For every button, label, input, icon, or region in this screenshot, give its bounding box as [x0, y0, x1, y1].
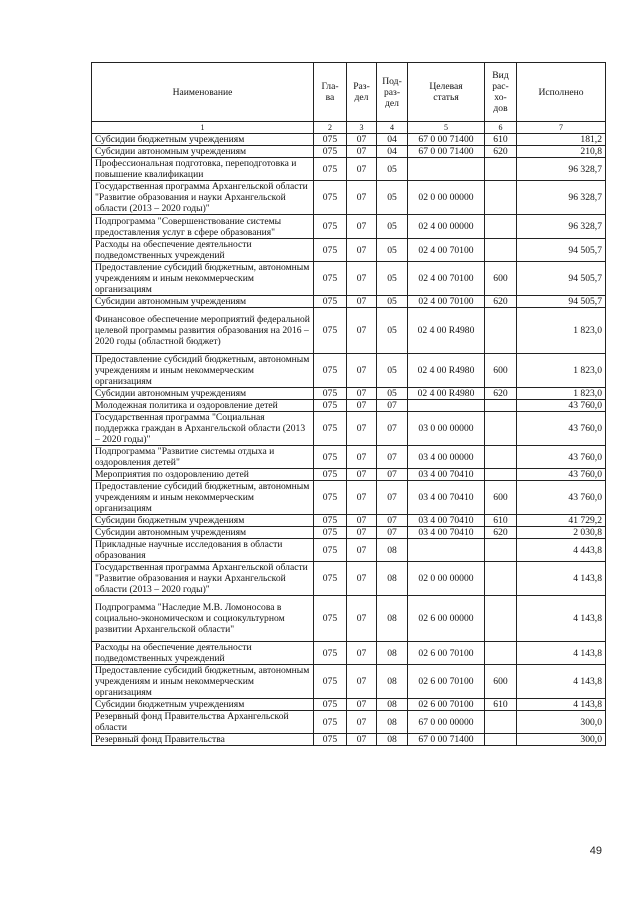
row-razdel: 07	[347, 181, 377, 215]
row-name: Финансовое обеспечение мероприятий федеральной целевой программы развития образования на 2016 – 2020 годы (областной бюджет)	[92, 308, 314, 354]
row-glava: 075	[314, 734, 347, 746]
row-name: Предоставление субсидий бюджетным, автономным учреждениям и иным некоммерческим организациям	[92, 665, 314, 699]
row-name: Подпрограмма "Наследие М.В. Ломоносова в социально-экономическом и социокультурном развитии Архангельской области"	[92, 596, 314, 642]
row-ispolneno: 4 143,8	[517, 642, 606, 665]
row-podrazdel: 05	[377, 388, 408, 400]
row-podrazdel: 05	[377, 308, 408, 354]
header-ispolneno: Исполнено	[517, 63, 606, 122]
row-vid	[485, 446, 517, 469]
row-ispolneno: 96 328,7	[517, 158, 606, 181]
row-name: Предоставление субсидий бюджетным, автономным учреждениям и иным некоммерческим организациям	[92, 354, 314, 388]
table-row	[92, 539, 606, 562]
row-vid	[485, 642, 517, 665]
row-name: Резервный фонд Правительства Архангельской области	[92, 711, 314, 734]
table-row	[92, 134, 606, 146]
row-tselevaya: 02 4 00 R4980	[408, 308, 485, 354]
row-glava: 075	[314, 527, 347, 539]
row-razdel: 07	[347, 734, 377, 746]
row-ispolneno: 2 030,8	[517, 527, 606, 539]
table-row	[92, 699, 606, 711]
header-num: 2	[314, 122, 347, 134]
row-vid	[485, 711, 517, 734]
row-glava: 075	[314, 181, 347, 215]
row-name: Резервный фонд Правительства	[92, 734, 314, 746]
row-razdel: 07	[347, 481, 377, 515]
row-ispolneno: 43 760,0	[517, 446, 606, 469]
row-razdel: 07	[347, 146, 377, 158]
row-razdel: 07	[347, 711, 377, 734]
row-podrazdel: 05	[377, 239, 408, 262]
row-ispolneno: 43 760,0	[517, 481, 606, 515]
row-tselevaya: 02 6 00 70100	[408, 642, 485, 665]
row-name: Субсидии бюджетным учреждениям	[92, 515, 314, 527]
row-glava: 075	[314, 481, 347, 515]
row-razdel: 07	[347, 469, 377, 481]
table-row	[92, 665, 606, 699]
row-ispolneno: 181,2	[517, 134, 606, 146]
row-razdel: 07	[347, 642, 377, 665]
row-name: Расходы на обеспечение деятельности подведомственных учреждений	[92, 239, 314, 262]
row-name: Предоставление субсидий бюджетным, автономным учреждениям и иным некоммерческим организациям	[92, 481, 314, 515]
table-row	[92, 354, 606, 388]
row-vid	[485, 412, 517, 446]
row-vid	[485, 158, 517, 181]
row-tselevaya: 03 0 00 00000	[408, 412, 485, 446]
row-glava: 075	[314, 642, 347, 665]
row-ispolneno: 96 328,7	[517, 181, 606, 215]
row-vid	[485, 308, 517, 354]
row-ispolneno: 4 443,8	[517, 539, 606, 562]
table-row	[92, 562, 606, 596]
row-name: Субсидии автономным учреждениям	[92, 527, 314, 539]
row-tselevaya: 67 0 00 71400	[408, 134, 485, 146]
row-podrazdel: 08	[377, 734, 408, 746]
row-glava: 075	[314, 262, 347, 296]
header-num: 4	[377, 122, 408, 134]
row-name: Подпрограмма "Совершенствование системы предоставления услуг в сфере образования"	[92, 215, 314, 239]
table-row	[92, 446, 606, 469]
row-ispolneno: 4 143,8	[517, 699, 606, 711]
row-tselevaya: 02 0 00 00000	[408, 181, 485, 215]
row-razdel: 07	[347, 215, 377, 239]
row-vid: 610	[485, 134, 517, 146]
row-ispolneno: 94 505,7	[517, 262, 606, 296]
row-podrazdel: 08	[377, 562, 408, 596]
table-row	[92, 412, 606, 446]
row-glava: 075	[314, 596, 347, 642]
row-name: Государственная программа Архангельской области "Развитие образования и науки Архангельской области (2013 – 2020 годы)"	[92, 562, 314, 596]
row-ispolneno: 94 505,7	[517, 239, 606, 262]
row-ispolneno: 210,8	[517, 146, 606, 158]
table-row	[92, 469, 606, 481]
table-row	[92, 239, 606, 262]
row-podrazdel: 08	[377, 699, 408, 711]
row-vid: 620	[485, 296, 517, 308]
row-tselevaya	[408, 400, 485, 412]
row-ispolneno: 4 143,8	[517, 665, 606, 699]
table-row	[92, 527, 606, 539]
row-podrazdel: 05	[377, 354, 408, 388]
row-name: Субсидии бюджетным учреждениям	[92, 699, 314, 711]
row-ispolneno: 300,0	[517, 711, 606, 734]
row-podrazdel: 07	[377, 400, 408, 412]
row-name: Молодежная политика и оздоровление детей	[92, 400, 314, 412]
row-vid	[485, 596, 517, 642]
row-tselevaya: 03 4 00 70410	[408, 469, 485, 481]
row-glava: 075	[314, 539, 347, 562]
row-razdel: 07	[347, 562, 377, 596]
table-row	[92, 146, 606, 158]
row-tselevaya: 67 0 00 00000	[408, 711, 485, 734]
row-vid	[485, 239, 517, 262]
row-podrazdel: 08	[377, 539, 408, 562]
table-row	[92, 262, 606, 296]
row-razdel: 07	[347, 665, 377, 699]
table-row	[92, 515, 606, 527]
row-razdel: 07	[347, 400, 377, 412]
row-razdel: 07	[347, 354, 377, 388]
header-name: Наименование	[92, 63, 314, 122]
row-glava: 075	[314, 308, 347, 354]
table-row	[92, 734, 606, 746]
header-num: 3	[347, 122, 377, 134]
row-podrazdel: 05	[377, 296, 408, 308]
row-ispolneno: 94 505,7	[517, 296, 606, 308]
row-podrazdel: 08	[377, 596, 408, 642]
row-glava: 075	[314, 699, 347, 711]
row-vid: 620	[485, 527, 517, 539]
header-glava: Гла- ва	[314, 63, 347, 122]
row-glava: 075	[314, 134, 347, 146]
row-podrazdel: 08	[377, 642, 408, 665]
row-tselevaya: 02 4 00 70100	[408, 239, 485, 262]
row-name: Профессиональная подготовка, переподготовка и повышение квалификации	[92, 158, 314, 181]
row-tselevaya: 03 4 00 70410	[408, 481, 485, 515]
header-num: 5	[408, 122, 485, 134]
row-name: Подпрограмма "Развитие системы отдыха и оздоровления детей"	[92, 446, 314, 469]
row-ispolneno: 1 823,0	[517, 354, 606, 388]
row-glava: 075	[314, 412, 347, 446]
row-tselevaya: 02 4 00 70100	[408, 262, 485, 296]
row-vid: 600	[485, 665, 517, 699]
row-tselevaya: 02 4 00 R4980	[408, 354, 485, 388]
table-row	[92, 215, 606, 239]
row-podrazdel: 07	[377, 446, 408, 469]
row-podrazdel: 07	[377, 412, 408, 446]
row-podrazdel: 05	[377, 262, 408, 296]
row-vid	[485, 562, 517, 596]
row-ispolneno: 41 729,2	[517, 515, 606, 527]
row-vid	[485, 215, 517, 239]
row-razdel: 07	[347, 596, 377, 642]
row-glava: 075	[314, 469, 347, 481]
row-podrazdel: 07	[377, 481, 408, 515]
row-ispolneno: 1 823,0	[517, 308, 606, 354]
row-tselevaya: 02 4 00 70100	[408, 296, 485, 308]
budget-table	[91, 62, 606, 746]
row-razdel: 07	[347, 446, 377, 469]
row-razdel: 07	[347, 134, 377, 146]
row-name: Субсидии бюджетным учреждениям	[92, 134, 314, 146]
row-razdel: 07	[347, 527, 377, 539]
row-vid: 610	[485, 699, 517, 711]
row-tselevaya: 03 4 00 70410	[408, 527, 485, 539]
row-vid	[485, 734, 517, 746]
row-razdel: 07	[347, 539, 377, 562]
row-name: Прикладные научные исследования в области образования	[92, 539, 314, 562]
row-glava: 075	[314, 388, 347, 400]
row-vid	[485, 539, 517, 562]
row-tselevaya	[408, 158, 485, 181]
table-row	[92, 388, 606, 400]
header-num: 7	[517, 122, 606, 134]
row-ispolneno: 1 823,0	[517, 388, 606, 400]
row-podrazdel: 07	[377, 469, 408, 481]
table-row	[92, 642, 606, 665]
row-ispolneno: 43 760,0	[517, 469, 606, 481]
row-razdel: 07	[347, 158, 377, 181]
row-glava: 075	[314, 215, 347, 239]
row-razdel: 07	[347, 515, 377, 527]
row-name: Субсидии автономным учреждениям	[92, 296, 314, 308]
row-ispolneno: 43 760,0	[517, 412, 606, 446]
row-tselevaya: 02 6 00 70100	[408, 699, 485, 711]
row-tselevaya: 02 0 00 00000	[408, 562, 485, 596]
row-vid: 600	[485, 262, 517, 296]
row-glava: 075	[314, 665, 347, 699]
row-razdel: 07	[347, 239, 377, 262]
table-row	[92, 400, 606, 412]
row-podrazdel: 08	[377, 711, 408, 734]
row-tselevaya	[408, 539, 485, 562]
row-podrazdel: 05	[377, 215, 408, 239]
row-podrazdel: 05	[377, 158, 408, 181]
row-glava: 075	[314, 400, 347, 412]
row-name: Предоставление субсидий бюджетным, автономным учреждениям и иным некоммерческим организациям	[92, 262, 314, 296]
page-number: 49	[589, 845, 602, 857]
row-glava: 075	[314, 239, 347, 262]
row-razdel: 07	[347, 296, 377, 308]
row-glava: 075	[314, 296, 347, 308]
row-razdel: 07	[347, 308, 377, 354]
row-podrazdel: 07	[377, 515, 408, 527]
row-tselevaya: 02 6 00 00000	[408, 596, 485, 642]
row-glava: 075	[314, 446, 347, 469]
header-tselevaya: Целевая статья	[408, 63, 485, 122]
row-glava: 075	[314, 562, 347, 596]
table-row	[92, 181, 606, 215]
row-name: Государственная программа Архангельской области "Развитие образования и науки Архангельской области (2013 – 2020 годы)"	[92, 181, 314, 215]
row-name: Мероприятия по оздоровлению детей	[92, 469, 314, 481]
row-vid: 610	[485, 515, 517, 527]
row-tselevaya: 03 4 00 00000	[408, 446, 485, 469]
row-tselevaya: 03 4 00 70410	[408, 515, 485, 527]
table-row	[92, 711, 606, 734]
row-name: Субсидии автономным учреждениям	[92, 146, 314, 158]
table-row	[92, 481, 606, 515]
table-row	[92, 296, 606, 308]
row-glava: 075	[314, 354, 347, 388]
row-glava: 075	[314, 711, 347, 734]
row-podrazdel: 08	[377, 665, 408, 699]
row-tselevaya: 67 0 00 71400	[408, 146, 485, 158]
header-vid: Вид рас- хо- дов	[485, 63, 517, 122]
table-row	[92, 596, 606, 642]
row-vid: 620	[485, 388, 517, 400]
header-num: 6	[485, 122, 517, 134]
table-row	[92, 308, 606, 354]
row-podrazdel: 05	[377, 181, 408, 215]
row-name: Расходы на обеспечение деятельности подведомственных учреждений	[92, 642, 314, 665]
row-tselevaya: 02 6 00 70100	[408, 665, 485, 699]
row-vid: 600	[485, 354, 517, 388]
row-glava: 075	[314, 158, 347, 181]
row-ispolneno: 43 760,0	[517, 400, 606, 412]
row-vid: 600	[485, 481, 517, 515]
row-podrazdel: 04	[377, 134, 408, 146]
row-razdel: 07	[347, 262, 377, 296]
row-name: Государственная программа "Социальная поддержка граждан в Архангельской области (2013 – 2020 годы)"	[92, 412, 314, 446]
row-podrazdel: 04	[377, 146, 408, 158]
header-razdel: Раз- дел	[347, 63, 377, 122]
row-ispolneno: 4 143,8	[517, 596, 606, 642]
row-ispolneno: 96 328,7	[517, 215, 606, 239]
row-glava: 075	[314, 146, 347, 158]
table-row	[92, 158, 606, 181]
header-num: 1	[92, 122, 314, 134]
row-razdel: 07	[347, 699, 377, 711]
row-razdel: 07	[347, 388, 377, 400]
row-tselevaya: 67 0 00 71400	[408, 734, 485, 746]
row-tselevaya: 02 4 00 00000	[408, 215, 485, 239]
table-header	[92, 63, 606, 134]
row-glava: 075	[314, 515, 347, 527]
row-name: Субсидии автономным учреждениям	[92, 388, 314, 400]
row-vid	[485, 181, 517, 215]
table-body	[92, 134, 606, 746]
row-podrazdel: 07	[377, 527, 408, 539]
row-ispolneno: 300,0	[517, 734, 606, 746]
row-vid	[485, 469, 517, 481]
row-ispolneno: 4 143,8	[517, 562, 606, 596]
row-vid: 620	[485, 146, 517, 158]
row-tselevaya: 02 4 00 R4980	[408, 388, 485, 400]
row-razdel: 07	[347, 412, 377, 446]
row-vid	[485, 400, 517, 412]
header-podrazdel: Под- раз- дел	[377, 63, 408, 122]
